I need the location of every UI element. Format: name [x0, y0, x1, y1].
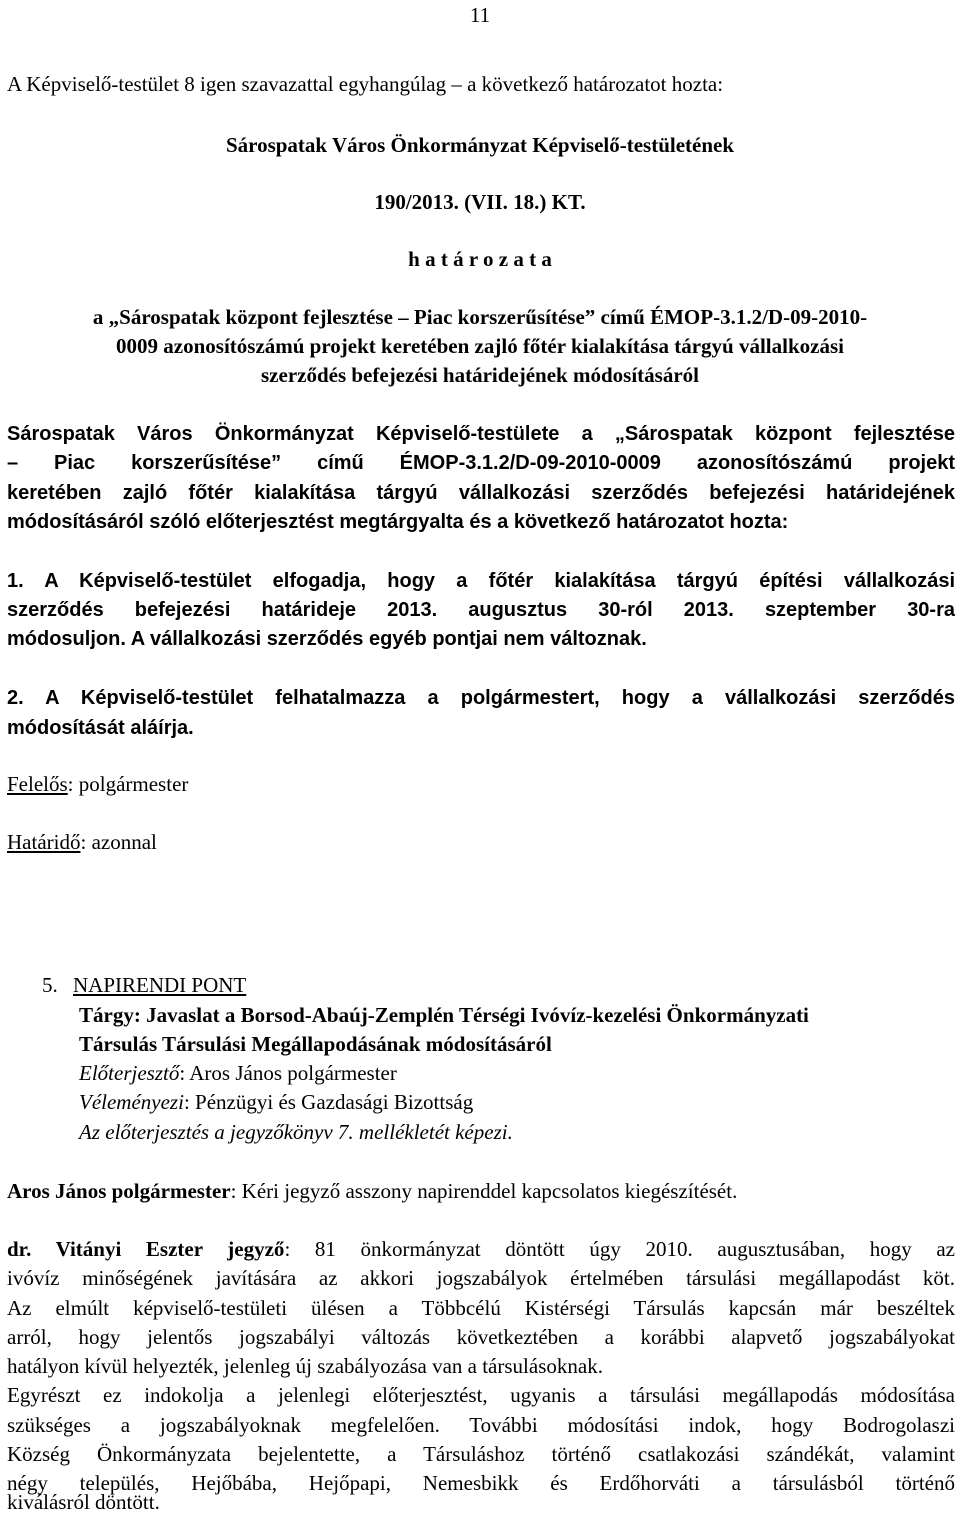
deadline-label: Határidő — [7, 830, 81, 854]
preamble-line: – Piac korszerűsítése” című ÉMOP-3.1.2/D-09-2010-0009 azonosítószámú projekt — [7, 452, 955, 474]
responsible — [7, 769, 188, 799]
notary-speaker: dr. Vitányi Eszter jegyző — [7, 1237, 285, 1261]
notary-first-line: : 81 önkormányzat döntött úgy 2010. augusztusában, hogy az — [284, 1237, 955, 1261]
resolution-label: h a t á r o z a t a — [408, 247, 552, 271]
preamble-line: keretében zajló főtér kialakítása tárgyú vállalkozási szerződés befejezési határidejének — [7, 482, 955, 504]
mayor-text: : Kéri jegyző asszony napirenddel kapcsolatos kiegészítését. — [230, 1179, 738, 1203]
responsible-value: : polgármester — [67, 772, 189, 796]
point-2-line: módosítását aláírja. — [7, 717, 194, 739]
reviewer-value: : Pénzügyi és Gazdasági Bizottság — [183, 1090, 474, 1114]
responsible-label: Felelős — [7, 772, 68, 796]
agenda-subject-line: Társulás Társulási Megállapodásának módosításáról — [79, 1032, 552, 1056]
resolution-title-line: szerződés befejezési határidejének módosításáról — [261, 363, 699, 387]
mayor-statement — [7, 1176, 737, 1206]
deadline-value: : azonnal — [80, 830, 157, 854]
agenda-heading — [42, 970, 246, 1000]
resolution-number: 190/2013. (VII. 18.) KT. — [374, 190, 586, 214]
notary-line: kiválásról döntött. — [7, 1490, 160, 1514]
point-1-line: 1. A Képviselő-testület elfogadja, hogy a főtér kialakítása tárgyú építési vállalkozási — [7, 570, 955, 592]
resolution-title-line: a „Sárospatak központ fejlesztése – Piac korszerűsítése” című ÉMOP-3.1.2/D-09-2010- — [92, 305, 868, 329]
notary-line: szükséges a jogszabályoknak megfelelően. További módosítási indok, hogy Bodrogolaszi — [7, 1413, 955, 1437]
point-2-line: 2. A Képviselő-testület felhatalmazza a polgármestert, hogy a vállalkozási szerződés — [7, 687, 955, 709]
mayor-speaker: Aros János polgármester — [7, 1179, 231, 1203]
resolution-title-line: 0009 azonosítószámú projekt keretében zajló főtér kialakítása tárgyú vállalkozási — [116, 334, 844, 358]
presenter-label: Előterjesztő — [79, 1061, 180, 1085]
page-number: 11 — [469, 3, 491, 27]
notary-line: Község Önkormányzata bejelentette, a Társuláshoz történő csatlakozási szándékát, valamint — [7, 1442, 955, 1466]
point-1-line: módosuljon. A vállalkozási szerződés egyéb pontjai nem változnak. — [7, 628, 647, 650]
notary-line: ivóvíz minőségének javítására az akkori jogszabályok értelmében társulási megállapodást köt. — [7, 1266, 955, 1290]
vote-intro: A Képviselő-testület 8 igen szavazattal egyhangúlag – a következő határozatot hozta: — [7, 72, 724, 96]
notary-line — [7, 1234, 955, 1264]
agenda-subject-line: Tárgy: Javaslat a Borsod-Abaúj-Zemplén Térségi Ivóvíz-kezelési Önkormányzati — [79, 1003, 809, 1027]
notary-line: négy település, Hejőbába, Hejőpapi, Nemesbikk és Erdőhorváti a társulásból történő — [7, 1471, 955, 1495]
reviewer-label: Véleményezi — [79, 1090, 184, 1114]
agenda-presenter — [79, 1058, 397, 1088]
notary-line: hatályon kívül helyezték, jelenleg új szabályozása van a társulásoknak. — [7, 1354, 603, 1378]
agenda-reviewer — [79, 1087, 473, 1117]
notary-line: arról, hogy jelentős jogszabályi változás következtében a korábbi alapvető jogszabályokat — [7, 1325, 955, 1349]
point-1-line: szerződés befejezési határideje 2013. augusztus 30-ról 2013. szeptember 30-ra — [7, 599, 955, 621]
resolution-body: Sárospatak Város Önkormányzat Képviselő-testületének — [225, 133, 735, 157]
preamble-line: módosításáról szóló előterjesztést megtárgyalta és a következő határozatot hozta: — [7, 511, 789, 533]
agenda-title: NAPIRENDI PONT — [73, 973, 247, 997]
presenter-value: : Aros János polgármester — [179, 1061, 397, 1085]
notary-line: Egyrészt ez indokolja a jelenlegi előterjesztést, ugyanis a társulási megállapodás módosítása — [7, 1383, 955, 1407]
agenda-number: 5. — [42, 973, 58, 997]
preamble-line: Sárospatak Város Önkormányzat Képviselő-testülete a „Sárospatak központ fejlesztése — [7, 423, 955, 445]
notary-line: Az elmúlt képviselő-testületi ülésen a Többcélú Kistérségi Társulás kapcsán már beszéltek — [7, 1296, 955, 1320]
deadline — [7, 827, 157, 857]
agenda-attachment-note: Az előterjesztés a jegyzőkönyv 7. mellékletét képezi. — [79, 1120, 513, 1144]
